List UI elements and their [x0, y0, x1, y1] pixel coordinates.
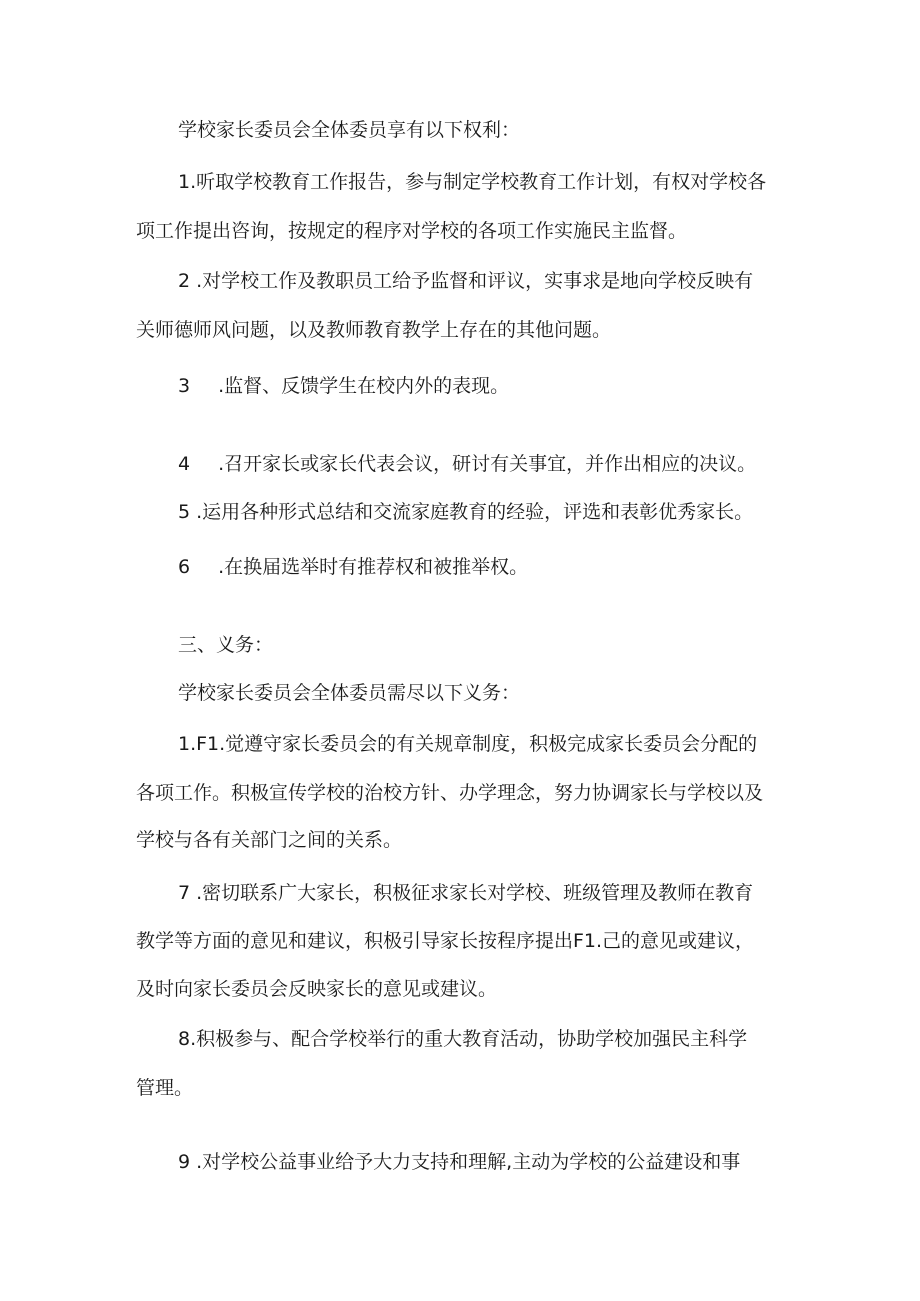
duty-7-line-1 [178, 884, 753, 903]
right-6-text: .在换届选举时有推荐权和被推举权。 [218, 556, 529, 578]
duty-1-line-2: 各项工作。积极宣传学校的治校方针、办学理念，努力协调家长与学校以及 [136, 782, 764, 804]
right-2-line-1 [178, 272, 753, 291]
right-5 [178, 503, 753, 522]
duties-intro: 学校家长委员会全体委员需尽以下义务： [178, 682, 521, 704]
duty-9-text: .对学校公益事业给予大力支持和理解,主动为学校的公益建设和事 [196, 1151, 741, 1173]
right-1-line-2: 项工作提出咨询，按规定的程序对学校的各项工作实施民主监督。 [136, 220, 688, 242]
duty-8-number: 8 [178, 1028, 191, 1050]
right-6-number: 6 [178, 556, 191, 578]
right-2-line-2: 关师德师风问题，以及教师教育教学上存在的其他问题。 [136, 319, 612, 341]
right-3-text: .监督、反馈学生在校内外的表现。 [218, 375, 510, 397]
duty-8-line-2: 管理。 [136, 1077, 194, 1099]
duty-7-number: 7 [178, 882, 191, 904]
duty-9 [178, 1153, 740, 1172]
right-6 [178, 558, 528, 577]
duty-7-line-2: 教学等方面的意见和建议，积极引导家长按程序提出F1.己的意见或建议， [136, 930, 755, 952]
duty-7-text: .密切联系广大家长，积极征求家长对学校、班级管理及教师在教育 [196, 882, 754, 904]
right-4-text: .召开家长或家长代表会议，研讨有关事宜，并作出相应的决议。 [218, 453, 757, 475]
right-2-number: 2 [178, 270, 191, 292]
right-5-number: 5 [178, 501, 191, 523]
right-1-line-1: 1.听取学校教育工作报告，参与制定学校教育工作计划，有权对学校各 [178, 171, 767, 193]
duty-1-line-3: 学校与各有关部门之间的关系。 [136, 829, 403, 851]
right-5-text: .运用各种形式总结和交流家庭教育的经验，评选和表彰优秀家长。 [196, 501, 754, 523]
right-4 [178, 455, 756, 474]
duty-7-line-3: 及时向家长委员会反映家长的意见或建议。 [136, 978, 498, 1000]
right-3 [178, 377, 509, 396]
duty-1-line-1: 1.F1.觉遵守家长委员会的有关规章制度，积极完成家长委员会分配的 [178, 733, 758, 755]
duties-heading: 三、义务： [178, 634, 274, 656]
right-4-number: 4 [178, 453, 191, 475]
duty-8-text: .积极参与、配合学校举行的重大教育活动，协助学校加强民主科学 [190, 1028, 748, 1050]
right-2-text: .对学校工作及教职员工给予监督和评议，实事求是地向学校反映有 [196, 270, 754, 292]
duty-9-number: 9 [178, 1151, 191, 1173]
rights-intro: 学校家长委员会全体委员享有以下权利： [178, 119, 521, 141]
right-3-number: 3 [178, 375, 191, 397]
duty-8-line-1 [178, 1030, 747, 1049]
